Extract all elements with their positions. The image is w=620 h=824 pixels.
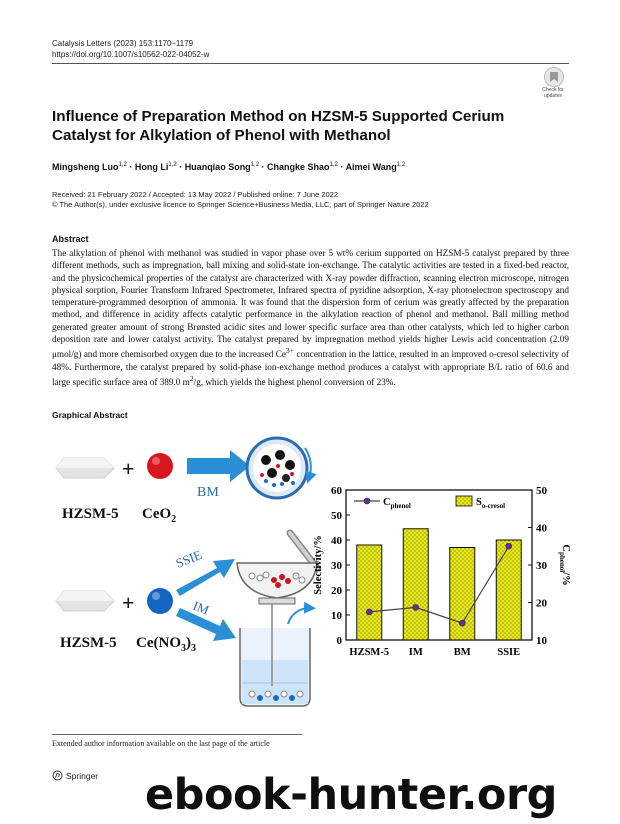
y2-tick-label: 30: [536, 560, 547, 572]
plus-sign-bottom: +: [122, 590, 135, 615]
bar-o-cresol-selectivity: [403, 529, 428, 640]
plus-sign-top: +: [122, 456, 135, 481]
author-name[interactable]: Mingsheng Luo: [52, 162, 119, 172]
author-name[interactable]: Changke Shao: [267, 162, 330, 172]
y2-axis-label: [558, 544, 571, 585]
ceo2-label-sub: 2: [171, 514, 177, 525]
x-tick-label: HZSM-5: [349, 647, 390, 658]
author-affiliation: 1,2: [250, 162, 260, 168]
bm-label: BM: [197, 485, 219, 500]
area-unit-superscript: 2: [189, 374, 194, 384]
abstract-part-2: concentration in the lattice, resulted in an improved o-cresol selectivity of 48%. Furthermore, the catalyst prepared by solid-phase ion-exchange method produces a catalyst with appropriate B/L ratio of 60.6 and large specific surface area of 389.0 m: [52, 349, 569, 388]
footer-divider: [52, 734, 302, 735]
ce-nitrate-sub2: 3: [191, 643, 196, 654]
ceo2-sphere: [147, 453, 173, 479]
y-tick-label: 20: [331, 585, 342, 597]
ce-charge-superscript: 3+: [285, 346, 295, 356]
y2-axis-label-part: phenol: [558, 551, 566, 573]
badge-label: Check for updates: [542, 87, 564, 99]
author-name[interactable]: Aimei Wang: [345, 162, 397, 172]
doi-link[interactable]: https://doi.org/10.1007/s10562-022-04052-w: [52, 50, 210, 59]
phenol-conversion-point: [459, 620, 465, 626]
bm-arrow: [187, 450, 250, 482]
bar-o-cresol-selectivity: [357, 545, 382, 640]
y-tick-label: 40: [331, 535, 342, 547]
y2-axis-label-part: C: [560, 544, 571, 552]
legend-text-part: C: [383, 497, 391, 508]
legend-text-part: phenol: [390, 502, 411, 510]
header-divider: [52, 63, 569, 64]
ssie-label: SSIE: [173, 546, 204, 571]
beaker: [240, 603, 310, 706]
hzsm5-label-bottom: HZSM-5: [60, 635, 117, 651]
check-for-updates-badge[interactable]: [536, 67, 570, 99]
author-separator: ·: [259, 162, 268, 172]
abstract-body: [52, 247, 569, 388]
author-affiliation: 1,2: [396, 162, 406, 168]
legend-text-part: S: [476, 497, 482, 508]
ceo2-highlight: [152, 457, 160, 465]
cerium-nitrate-highlight: [152, 592, 160, 600]
x-tick-label: BM: [453, 647, 471, 658]
publisher-logo: [52, 770, 98, 781]
bar-o-cresol-selectivity: [496, 540, 521, 640]
selectivity-conversion-chart: [313, 485, 571, 658]
phenol-conversion-point: [366, 609, 372, 615]
ce-nitrate-main: Ce(NO: [136, 635, 181, 651]
copyright-line: © The Author(s), under exclusive licence to Springer Science+Business Media, LLC, part of Springer Nature 2022: [52, 200, 429, 209]
ce-nitrate-sub: 3: [181, 643, 186, 654]
x-tick-label: SSIE: [497, 647, 521, 658]
ceo2-label-main: CeO: [142, 506, 172, 522]
legend-point-swatch: [364, 498, 370, 504]
mortar-and-pestle: [237, 533, 317, 604]
publisher-name: Springer: [66, 770, 99, 781]
y-axis-label: Selectivity/%: [313, 535, 324, 595]
abstract-heading: Abstract: [52, 234, 89, 244]
y2-axis-label-part: /%: [560, 572, 571, 586]
author-name[interactable]: Hong Li: [134, 162, 169, 172]
cerium-nitrate-label: [136, 635, 196, 654]
author-separator: ·: [176, 162, 185, 172]
y-tick-label: 50: [331, 510, 342, 522]
graphical-abstract-heading: Graphical Abstract: [52, 410, 128, 420]
zeolite-hexagon-top: [56, 458, 114, 478]
hzsm5-label-top: HZSM-5: [62, 506, 119, 522]
graphical-abstract-figure: [52, 428, 571, 728]
legend-o-cresol-selectivity: [476, 497, 505, 510]
zeolite-hexagon-bottom: [56, 591, 114, 611]
y2-tick-label: 10: [536, 635, 547, 647]
author-list: [52, 162, 405, 172]
journal-citation: Catalysis Letters (2023) 153:1170–1179: [52, 39, 194, 48]
y-tick-label: 10: [331, 610, 342, 622]
author-affiliation: 1,2: [329, 162, 338, 168]
im-label: IM: [190, 597, 212, 618]
springer-horse-icon: [52, 770, 63, 781]
author-separator: ·: [126, 162, 135, 172]
author-info-note: Extended author information available on the last page of the article: [52, 739, 270, 748]
phenol-conversion-point: [506, 543, 512, 549]
legend-phenol-conversion: [383, 497, 411, 510]
legend-text-part: o-cresol: [481, 502, 506, 510]
ball-mill-jar: [247, 438, 311, 498]
legend-bar-swatch: [456, 496, 472, 506]
y2-tick-label: 20: [536, 597, 547, 610]
phenol-conversion-line: [369, 546, 509, 623]
author-affiliation: 1,2: [118, 162, 127, 168]
article-title: Influence of Preparation Method on HZSM-5 Supported Cerium Catalyst for Alkylation of Phenol with Methanol: [52, 108, 505, 144]
y2-tick-label: 40: [536, 522, 547, 535]
bookmark-icon: [544, 67, 564, 87]
author-name[interactable]: Huanqiao Song: [184, 162, 251, 172]
publication-dates: Received: 21 February 2022 / Accepted: 13 May 2022 / Published online: 7 June 2022: [52, 190, 339, 199]
cerium-nitrate-sphere: [147, 588, 173, 614]
y-tick-label: 30: [331, 560, 342, 572]
y-tick-label: 60: [331, 485, 342, 497]
y2-tick-label: 50: [536, 485, 547, 497]
y-tick-label: 0: [336, 635, 342, 647]
ceo2-label: [142, 506, 176, 525]
author-separator: ·: [337, 162, 346, 172]
ce-nitrate-tail: ): [186, 635, 191, 651]
author-affiliation: 1,2: [168, 162, 177, 168]
x-tick-label: IM: [408, 647, 423, 658]
watermark-text: ebook-hunter.org: [145, 770, 557, 820]
phenol-conversion-point: [413, 604, 419, 610]
abstract-part-3: /g, which yields the highest phenol conversion of 23%.: [193, 377, 396, 388]
abstract-part-1: The alkylation of phenol with methanol was studied in vapor phase over 5 wt% cerium supported on HZSM-5 catalyst prepared by three different methods, such as impregnation, ball mixing and solid-state ion-exchange. The catalytic activities are tested in a fixed-bed reactor, and the physicochemical properties of the catalyst are characterized with X-ray powder diffraction, scanning electron microscope, nitrogen physical sorption, Fourier Transform Infrared Spectrometer, Infrared spectra of pyridine adsorption, X-ray photoelectron spectroscopy and temperature-programmed desorption of ammonia. It was found that the dispersion form of cerium was greatly affected by the preparation method, and difference in acidity affects catalytic performance in the alkylation reaction of phenol and methanol. Ball milling method generated greater amount of strong Brønsted acidic sites and lower specific surface area than other catalysts, which led to higher carbon deposition rate and lower catalyst activity. The catalyst prepared by impregnation method yields higher Lewis acid concentration (2.09 μmol/g) and more chemisorbed oxygen due to the increased Ce: [52, 248, 569, 360]
